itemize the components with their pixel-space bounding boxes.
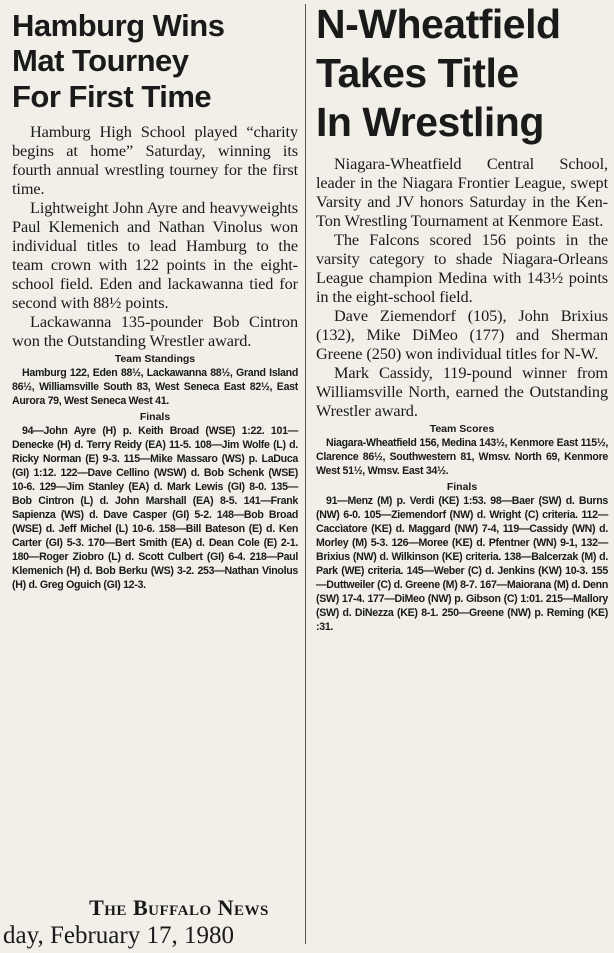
- right-body: [316, 154, 608, 420]
- newspaper-name: The Buffalo News: [89, 895, 269, 920]
- publication-date: day, February 17, 1980: [3, 922, 234, 949]
- left-paragraph-2: Lightweight John Ayre and heavyweights Paul Klemenich and Nathan Vinolus won individual titles to lead Hamburg to the team crown with 122 points in the eight-school field. Eden and lackawanna tied for second with 88½ points.: [12, 197, 298, 312]
- left-headline-line-2: Mat Tourney: [12, 43, 189, 79]
- left-paragraph-1: Hamburg High School played “charity begins at home” Saturday, winning its fourth annual wrestling tourney for the first time.: [12, 121, 298, 198]
- right-finals-text: 91—Menz (M) p. Verdi (KE) 1:53. 98—Baer (SW) d. Burns (NW) 6-0. 105—Ziemendorf (NW) d. Wright (C) criteria. 112—Caccìatore (KE) d. Maggard (NW) 7-4, 119—Cassidy (WN) d. Morley (M) 5-3. 126—Moree (KE) d. Pfentner (WN) 9-1, 132—Brixius (NW) d. Wilkinson (KE) criteria. 138—Balcerzak (M) d. Park (WE) criteria. 145—Weber (C) d. Jenkins (KW) 10-3. 155—Duttweiler (C) d. Greene (M) 8-7. 167—Maiorana (M) d. Denn (SW) 17-4. 177—DiMeo (NW) p. Gibson (C) 1:01. 215—Mallory (SW) d. DiNezza (KE) 8-1. 250—Greene (NW) p. Reming (KE) :31.: [316, 494, 608, 633]
- left-standings-text: Hamburg 122, Eden 88½, Lackawanna 88½, Grand Island 86½, Williamsville South 83, West Seneca East 82½, East Aurora 79, West Seneca West 41.: [12, 366, 298, 407]
- left-headline-line-1: Hamburg Wins: [12, 8, 225, 43]
- right-article: [316, 0, 608, 634]
- right-scores-text: Niagara-Wheatfield 156, Medina 143½, Kenmore East 115½, Clarence 86½, Southwestern 81, Wmsv. North 69, Kenmore West 51½, Wmsv. East 34½.: [316, 436, 608, 477]
- left-body: [12, 122, 298, 350]
- right-headline: [316, 0, 608, 148]
- right-paragraph-4: Mark Cassidy, 119-pound winner from Williamsville North, earned the Outstanding Wrestler award.: [316, 362, 608, 420]
- left-paragraph-3: Lackawanna 135-pounder Bob Cintron won the Outstanding Wrestler award.: [12, 311, 298, 350]
- left-finals-heading: Finals: [139, 410, 171, 423]
- right-headline-line-1: N-Wheatfield: [316, 1, 561, 47]
- masthead: [0, 895, 310, 951]
- left-standings-heading: Team Standings: [114, 352, 196, 365]
- right-scores-heading: Team Scores: [429, 422, 495, 435]
- right-paragraph-2: The Falcons scored 156 points in the varsity category to shade Niagara-Orleans League champion Medina with 143½ points in the eight-school field.: [316, 229, 608, 306]
- column-rule: [305, 4, 306, 944]
- right-headline-line-2: Takes Title: [316, 50, 519, 97]
- left-article: [12, 0, 298, 592]
- left-headline-line-3: For First Time: [12, 78, 212, 114]
- right-paragraph-1: Niagara-Wheatfield Central School, leader in the Niagara Frontier League, swept Varsity and JV honors Saturday in the Ken-Ton Wrestling Tournament at Kenmore East.: [316, 153, 608, 230]
- left-finals-text: 94—John Ayre (H) p. Keith Broad (WSE) 1:22. 101—Denecke (H) d. Terry Reidy (EA) 11-5. 108—Jim Wolfe (L) d. Ricky Norman (E) 9-3. 115—Mike Massaro (WS) p. LaDuca (GI) 1:12. 122—Dave Cellino (WSW) d. Bob Schenk (WSE) 10-6. 129—Jim Stanley (EA) d. Mark Lewis (GI) 8-0. 135—Bob Cintron (L) d. John Marshall (EA) 8-5. 141—Frank Sapienza (WS) d. Dave Casper (GI) 5-2. 148—Bob Broad (WSE) d. Jeff Michel (L) 10-6. 158—Bill Bateson (E) d. Ken Carter (GI) 5-3. 170—Bert Smith (EA) d. Dean Cole (E) 2-1. 180—Roger Ziobro (L) d. Scott Culbert (GI) 6-4. 218—Paul Klemenich (H) d. Bob Berku (WS) 3-2. 253—Nathan Vinolus (H) d. Greg Oguich (GI) 12-3.: [12, 424, 298, 591]
- left-headline: [12, 8, 298, 114]
- right-paragraph-3: Dave Ziemendorf (105), John Brixius (132), Mike DiMeo (177) and Sherman Greene (250) won individual titles for N-W.: [316, 305, 608, 363]
- right-finals-heading: Finals: [446, 480, 478, 493]
- right-headline-line-3: In Wrestling: [316, 99, 544, 146]
